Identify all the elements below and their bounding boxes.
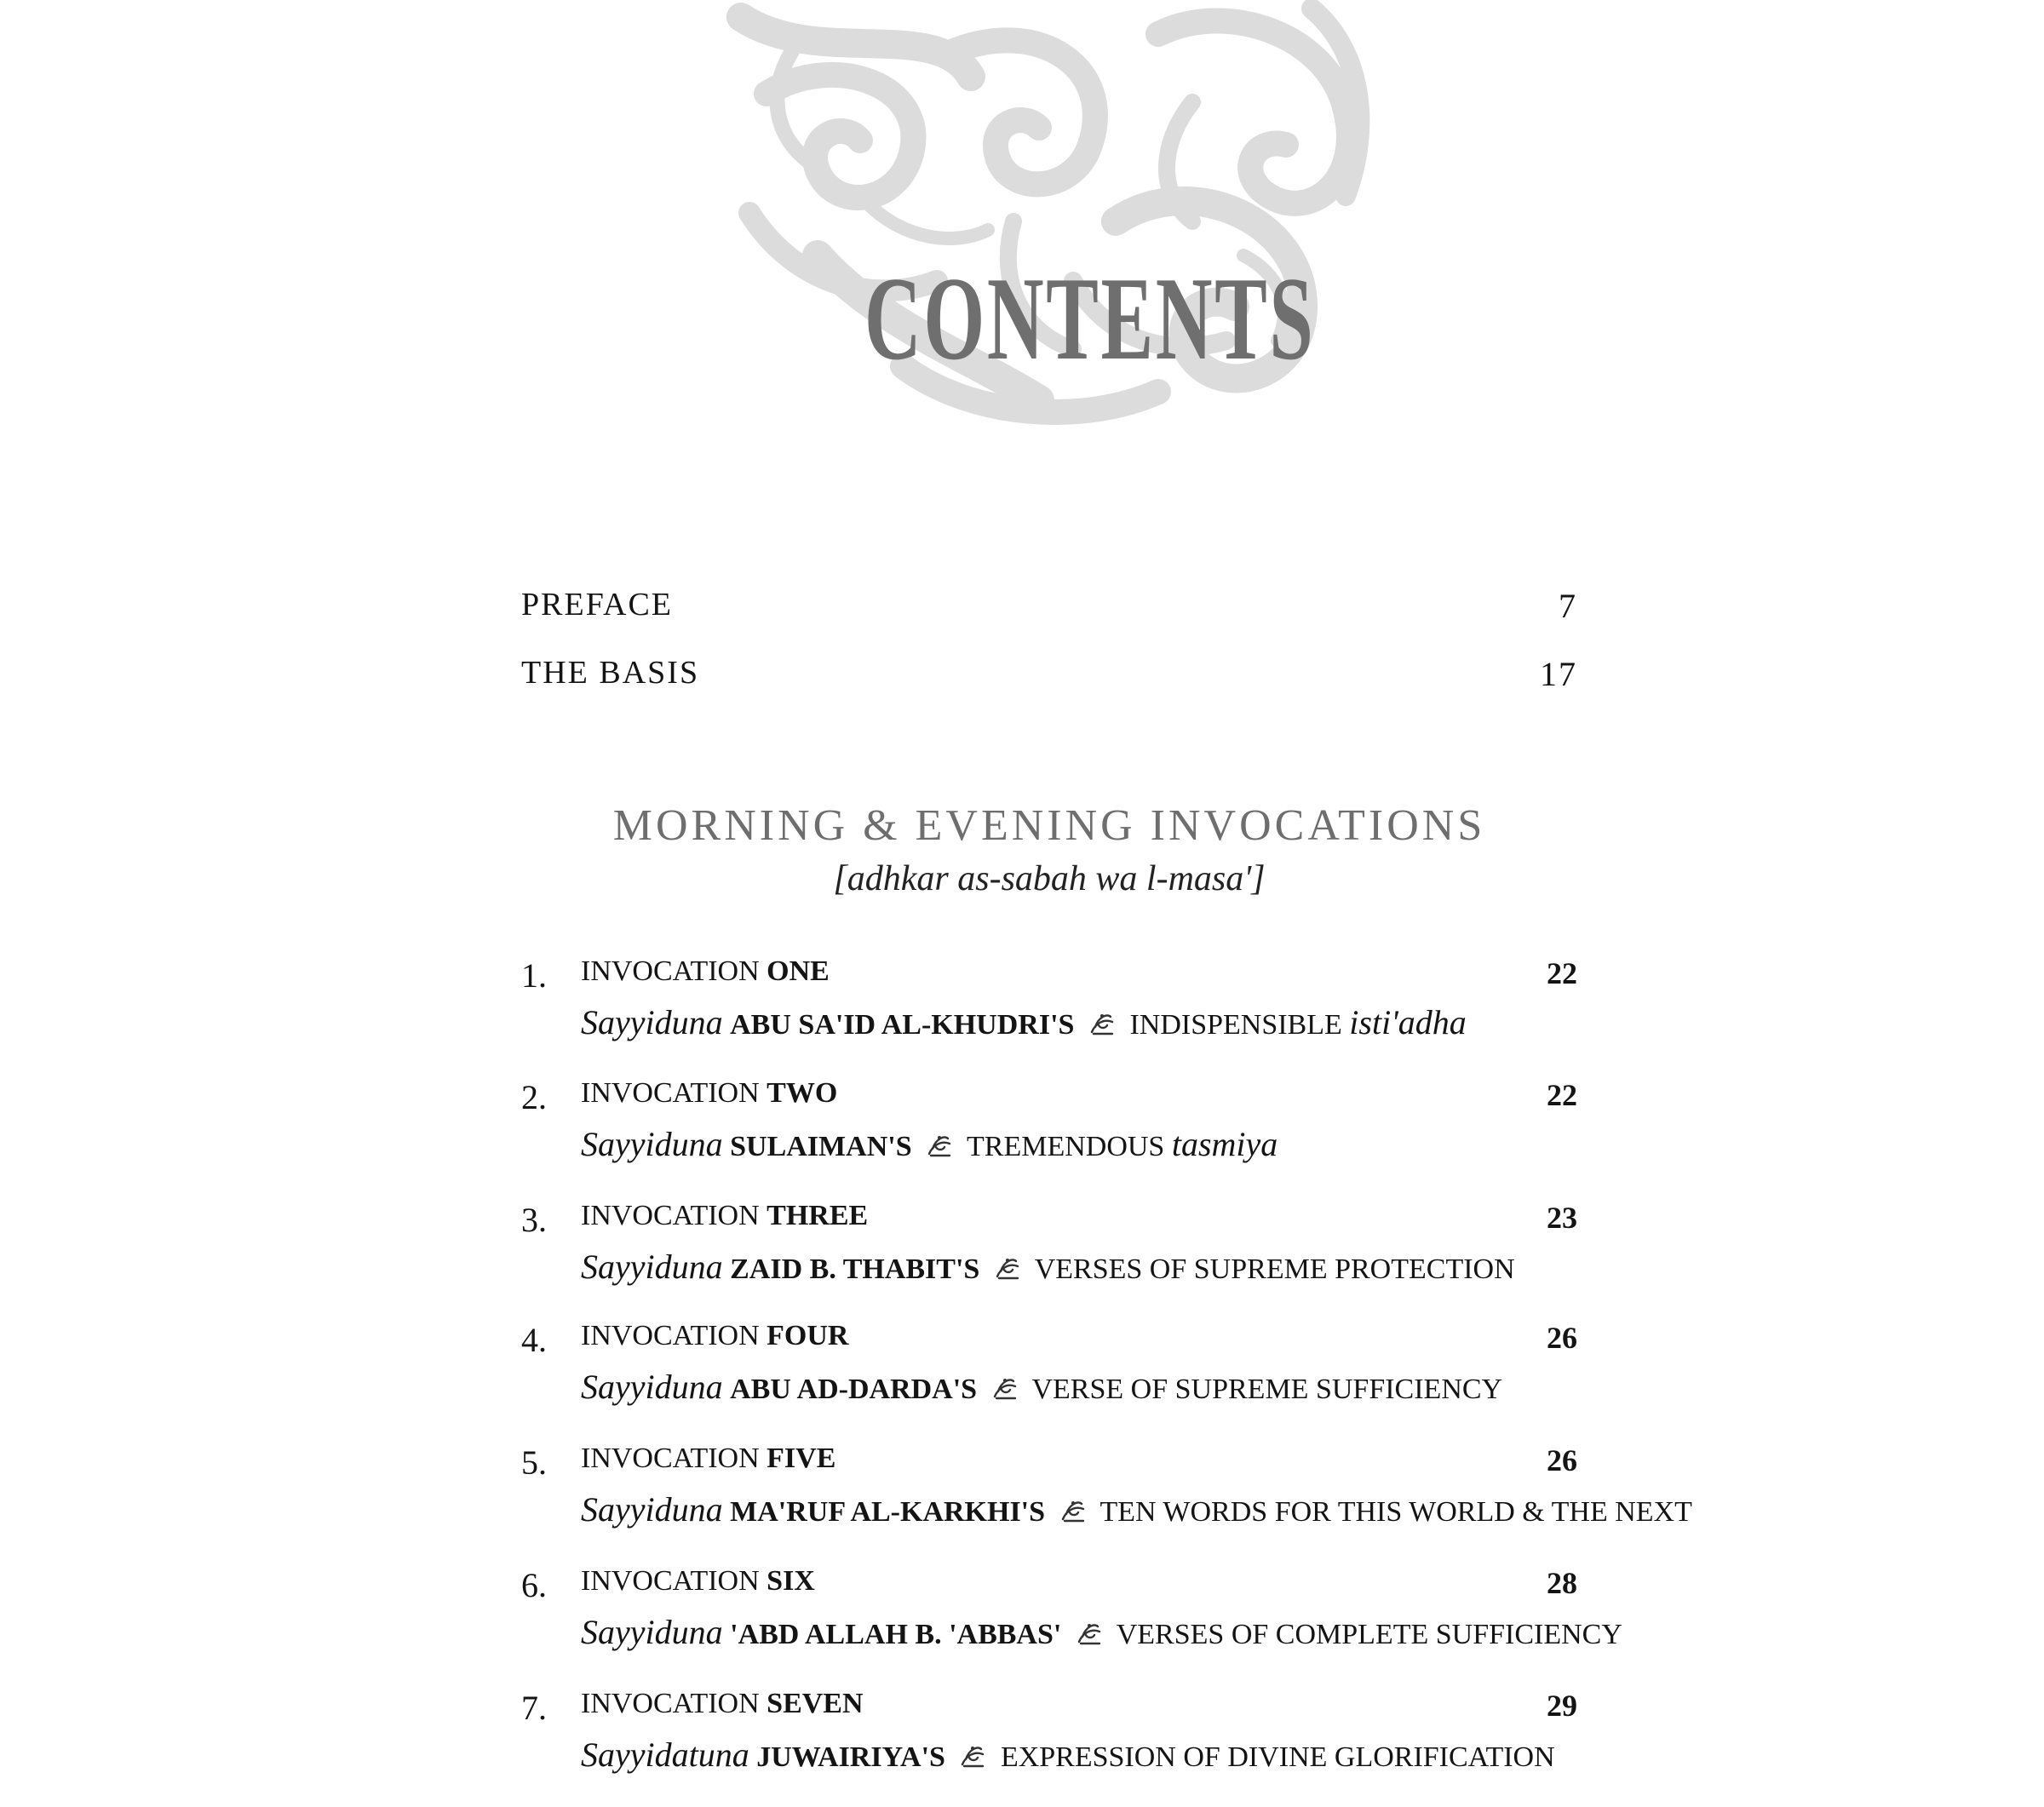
section-heading: MORNING & EVENING INVOCATIONS (612, 801, 1486, 850)
honorific-glyph-icon (957, 1741, 988, 1771)
toc-invocation-entry[interactable] (521, 1200, 1577, 1319)
invocation-number: 5. (521, 1443, 547, 1482)
section-subheading: [adhkar as-sabah wa l-masa'] (833, 859, 1266, 898)
invocation-ordinal: FOUR (766, 1320, 849, 1351)
invocation-number: 1. (521, 956, 547, 995)
invocation-person: ABU AD-DARDA'S (730, 1374, 978, 1405)
invocation-label: INVOCATION (581, 955, 760, 987)
invocation-description (581, 1735, 1555, 1775)
invocation-ordinal: SEVEN (766, 1688, 864, 1719)
invocation-subject: EXPRESSION OF DIVINE GLORIFICATION (1000, 1741, 1555, 1773)
invocation-subject: INDISPENSIBLE (1129, 1009, 1342, 1041)
invocation-term: isti'adha (1349, 1003, 1467, 1041)
invocation-ordinal: TWO (766, 1077, 838, 1109)
invocation-label: INVOCATION (581, 1200, 760, 1231)
toc-invocation-entry[interactable] (521, 1077, 1577, 1196)
invocation-description (581, 1002, 1467, 1042)
invocation-prefix: Sayyiduna (581, 1490, 723, 1529)
invocation-prefix: Sayyiduna (581, 1125, 723, 1163)
invocation-prefix: Sayyiduna (581, 1003, 723, 1041)
invocation-page: 22 (1547, 956, 1577, 990)
honorific-glyph-icon (992, 1253, 1023, 1283)
invocation-title (581, 1320, 848, 1352)
toc-entry-title: THE BASIS (521, 655, 700, 691)
invocation-ordinal: FIVE (766, 1443, 836, 1474)
toc-entry-page: 17 (1540, 655, 1577, 693)
invocation-label: INVOCATION (581, 1077, 760, 1109)
invocation-term: tasmiya (1171, 1125, 1278, 1163)
invocation-page: 26 (1547, 1321, 1577, 1355)
invocation-page: 23 (1547, 1201, 1577, 1235)
invocation-title (581, 1688, 864, 1720)
toc-invocation-entry[interactable] (521, 1320, 1577, 1439)
invocation-subject: VERSES OF COMPLETE SUFFICIENCY (1116, 1619, 1622, 1650)
invocation-person: ZAID B. THABIT'S (730, 1253, 980, 1285)
invocation-subject: VERSE OF SUPREME SUFFICIENCY (1031, 1374, 1503, 1405)
invocation-ordinal: SIX (766, 1565, 815, 1597)
invocation-number: 7. (521, 1689, 547, 1727)
toc-invocation-entry[interactable] (521, 1565, 1622, 1684)
invocation-ordinal: THREE (766, 1200, 869, 1231)
invocation-number: 4. (521, 1321, 547, 1359)
invocation-person: 'ABD ALLAH B. 'ABBAS' (730, 1619, 1062, 1650)
invocation-title (581, 1077, 837, 1110)
invocation-subject: VERSES OF SUPREME PROTECTION (1034, 1253, 1515, 1285)
invocation-page: 22 (1547, 1078, 1577, 1112)
invocation-person: JUWAIRIYA'S (756, 1741, 945, 1773)
invocation-description (581, 1247, 1515, 1287)
invocation-number: 6. (521, 1566, 547, 1604)
invocation-label: INVOCATION (581, 1320, 760, 1351)
invocation-description (581, 1367, 1502, 1407)
invocation-person: SULAIMAN'S (730, 1131, 912, 1162)
invocation-prefix: Sayyiduna (581, 1248, 723, 1286)
invocation-prefix: Sayyiduna (581, 1368, 723, 1406)
invocation-number: 2. (521, 1078, 547, 1116)
honorific-glyph-icon (990, 1373, 1020, 1403)
honorific-glyph-icon (1058, 1495, 1088, 1526)
invocation-person: ABU SA'ID AL-KHUDRI'S (730, 1009, 1075, 1041)
toc-entry-page: 7 (1559, 587, 1577, 625)
invocation-page: 28 (1547, 1566, 1577, 1600)
toc-invocation-entry[interactable] (521, 955, 1577, 1075)
invocation-label: INVOCATION (581, 1688, 760, 1719)
invocation-subject: TREMENDOUS (967, 1131, 1165, 1162)
invocation-ordinal: ONE (766, 955, 830, 987)
invocation-prefix: Sayyidatuna (581, 1735, 749, 1774)
invocation-title (581, 1443, 835, 1475)
honorific-glyph-icon (924, 1130, 955, 1161)
toc-entry-title: PREFACE (521, 587, 674, 622)
toc-invocation-entry[interactable] (521, 1688, 1577, 1807)
invocation-label: INVOCATION (581, 1443, 760, 1474)
invocation-description (581, 1489, 1692, 1529)
invocation-page: 26 (1547, 1443, 1577, 1477)
page-title: CONTENTS (864, 253, 1316, 385)
invocation-person: MA'RUF AL-KARKHI'S (730, 1496, 1046, 1528)
invocation-subject: TEN WORDS FOR THIS WORLD & THE NEXT (1100, 1496, 1692, 1528)
invocation-title (581, 1200, 868, 1232)
honorific-glyph-icon (1074, 1618, 1105, 1649)
invocation-description (581, 1124, 1278, 1164)
invocation-prefix: Sayyiduna (581, 1613, 723, 1651)
invocation-number: 3. (521, 1201, 547, 1239)
toc-invocation-entry[interactable] (521, 1443, 1692, 1562)
invocation-page: 29 (1547, 1689, 1577, 1723)
invocation-description (581, 1612, 1622, 1652)
invocation-title (581, 955, 830, 988)
invocation-label: INVOCATION (581, 1565, 760, 1597)
invocation-title (581, 1565, 815, 1598)
honorific-glyph-icon (1087, 1008, 1117, 1039)
